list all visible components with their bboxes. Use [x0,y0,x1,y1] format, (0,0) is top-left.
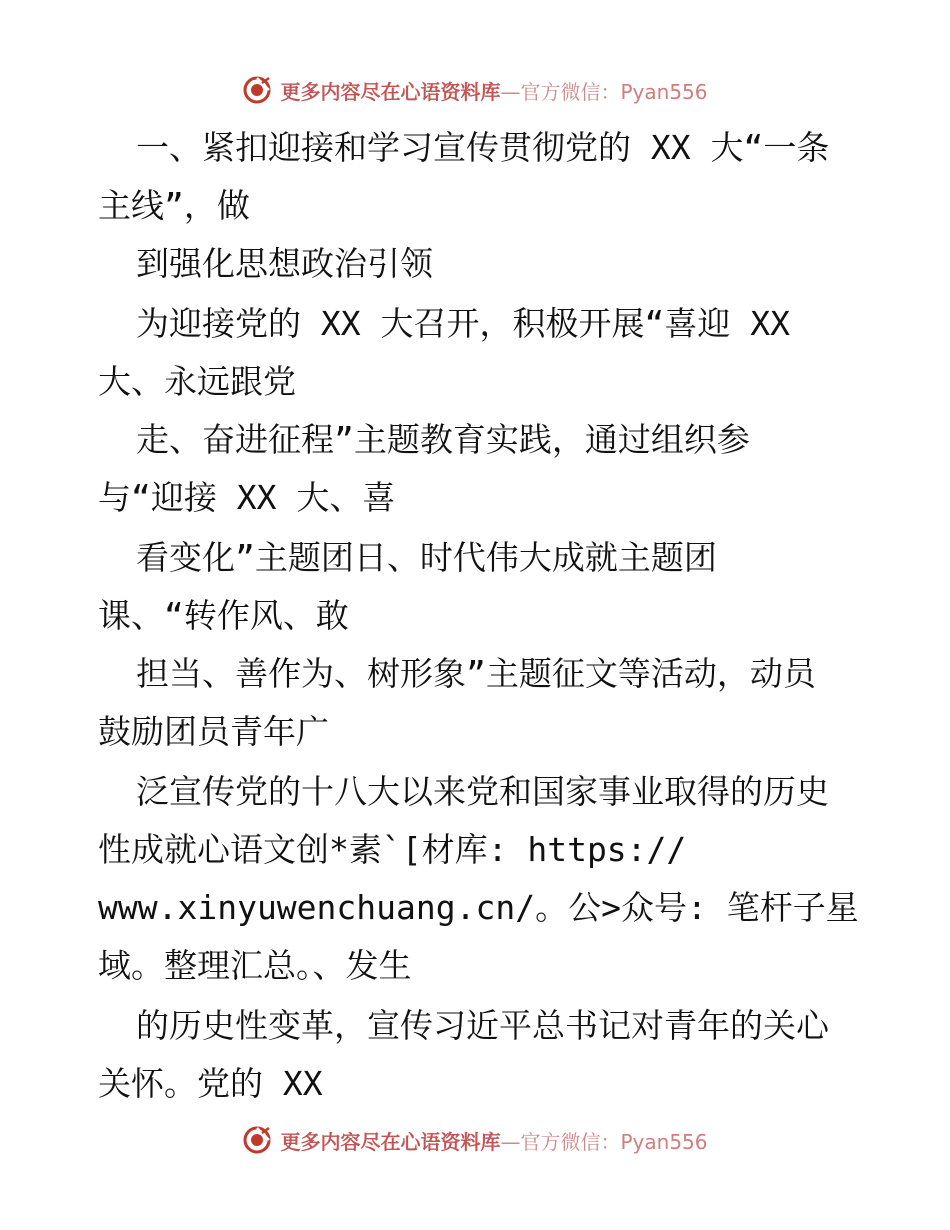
footer-text [280,1126,707,1155]
text-line: 课、“转作风、敢 [98,596,349,635]
header-brand: 更多内容尽在心语资料库 [280,79,501,104]
text-line: 的历史性变革，宣传习近平总书记对青年的关心 [136,1006,829,1045]
text-line: 看变化”主题团日、时代伟大成就主题团 [136,538,717,577]
text-line: 到强化思想政治引领 [136,244,433,283]
text-line: 大、永远跟党 [98,362,296,401]
footer-dash: — [500,1129,521,1154]
text-line: 为迎接党的 XX 大召开，积极开展“喜迎 XX [136,304,790,343]
logo-icon [242,75,272,105]
text-line: 走、奋进征程”主题教育实践，通过组织参 [136,420,750,459]
header-banner [0,70,950,110]
text-line: 担当、善作为、树形象”主题征文等活动，动员 [136,654,816,693]
header-dash: — [500,79,521,104]
header-text [280,76,707,105]
footer-wechat-id: Pyan556 [620,1129,708,1154]
text-line: 鼓励团员青年广 [98,712,329,751]
text-line: 关怀。党的 XX [98,1064,323,1103]
text-line: www.xinyuwenchuang.cn/。公>众号: 笔杆子星 [98,888,859,927]
header-wechat-id: Pyan556 [620,79,708,104]
footer-wechat-label: 官方微信： [520,1129,621,1154]
logo-icon [242,1125,272,1155]
text-line: 域。整理汇总。、发生 [98,946,412,985]
text-line: 性成就心语文创*素`[材库: https:// [98,830,687,869]
header-wechat-label: 官方微信： [520,79,621,104]
text-line: 泛宣传党的十八大以来党和国家事业取得的历史 [136,772,829,811]
text-line: 一、紧扣迎接和学习宣传贯彻党的 XX 大“一条 [136,128,830,167]
footer-brand: 更多内容尽在心语资料库 [280,1129,501,1154]
text-line: 主线”，做 [98,186,250,225]
text-line: 与“迎接 XX 大、喜 [98,478,396,517]
footer-banner [0,1120,950,1160]
